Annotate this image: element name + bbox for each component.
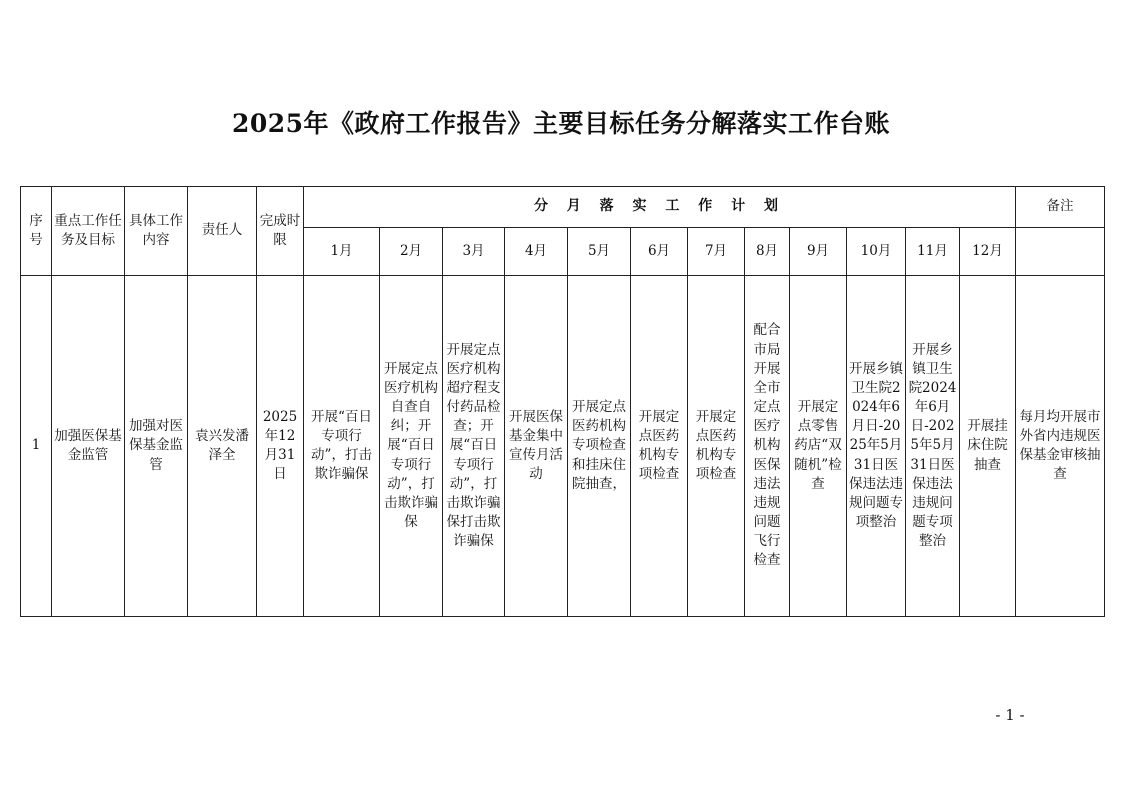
header-month: 4月 xyxy=(505,228,568,276)
cell-content: 加强对医保基金监管 xyxy=(125,276,188,617)
header-owner: 责任人 xyxy=(188,187,257,276)
header-month: 11月 xyxy=(906,228,960,276)
header-month: 7月 xyxy=(688,228,745,276)
table-row xyxy=(21,276,1105,617)
cell-month-plan: 开展定点医药机构专项检查 xyxy=(688,276,745,617)
header-month: 2月 xyxy=(380,228,443,276)
header-deadline: 完成时限 xyxy=(257,187,304,276)
cell-month-plan: 开展定点零售药店“双随机”检查 xyxy=(790,276,847,617)
cell-deadline: 2025年12月31日 xyxy=(257,276,304,617)
header-content: 具体工作内容 xyxy=(125,187,188,276)
cell-seq: 1 xyxy=(21,276,52,617)
header-key-task: 重点工作任务及目标 xyxy=(52,187,125,276)
header-month: 8月 xyxy=(745,228,790,276)
document-title: 2025年《政府工作报告》主要目标任务分解落实工作台账 xyxy=(231,109,891,138)
cell-month-plan: 开展挂床住院抽查 xyxy=(960,276,1016,617)
header-month: 5月 xyxy=(568,228,631,276)
header-month: 10月 xyxy=(847,228,906,276)
cell-month-plan: 开展定点医药机构专项检查 xyxy=(631,276,688,617)
header-remark-blank xyxy=(1016,228,1105,276)
header-monthly-plan: 分 月 落 实 工 作 计 划 xyxy=(304,187,1016,228)
cell-month-plan: 开展“百日专项行动”，打击欺诈骗保 xyxy=(304,276,380,617)
cell-month-plan: 开展医保基金集中宣传月活动 xyxy=(505,276,568,617)
cell-month-plan: 开展乡镇卫生院2024年6月日-2025年5月31日医保违法违规问题专项整治 xyxy=(906,276,960,617)
cell-month-plan: 开展定点医疗机构超疗程支付药品检查；开展“百日专项行动”，打击欺诈骗保打击欺诈骗保 xyxy=(443,276,505,617)
cell-month-plan: 配合市局开展全市定点医疗机构医保违法违规问题飞行检查 xyxy=(745,276,790,617)
cell-remark: 每月均开展市外省内违规医保基金审核抽查 xyxy=(1016,276,1105,617)
header-month: 3月 xyxy=(443,228,505,276)
header-remark: 备注 xyxy=(1016,187,1105,228)
header-month: 12月 xyxy=(960,228,1016,276)
header-row-1 xyxy=(21,187,1105,228)
cell-month-plan: 开展乡镇卫生院2024年6月日-2025年5月31日医保违法违规问题专项整治 xyxy=(847,276,906,617)
header-month: 9月 xyxy=(790,228,847,276)
header-seq: 序号 xyxy=(21,187,52,276)
cell-key-task: 加强医保基金监管 xyxy=(52,276,125,617)
ledger-table xyxy=(20,186,1105,617)
cell-month-plan: 开展定点医疗机构自查自纠；开展“百日专项行动”，打击欺诈骗保 xyxy=(380,276,443,617)
header-month: 1月 xyxy=(304,228,380,276)
page-number: - 1 - xyxy=(995,706,1025,724)
cell-month-plan: 开展定点医药机构专项检查和挂床住院抽查， xyxy=(568,276,631,617)
header-month: 6月 xyxy=(631,228,688,276)
cell-owner: 袁兴发潘泽全 xyxy=(188,276,257,617)
